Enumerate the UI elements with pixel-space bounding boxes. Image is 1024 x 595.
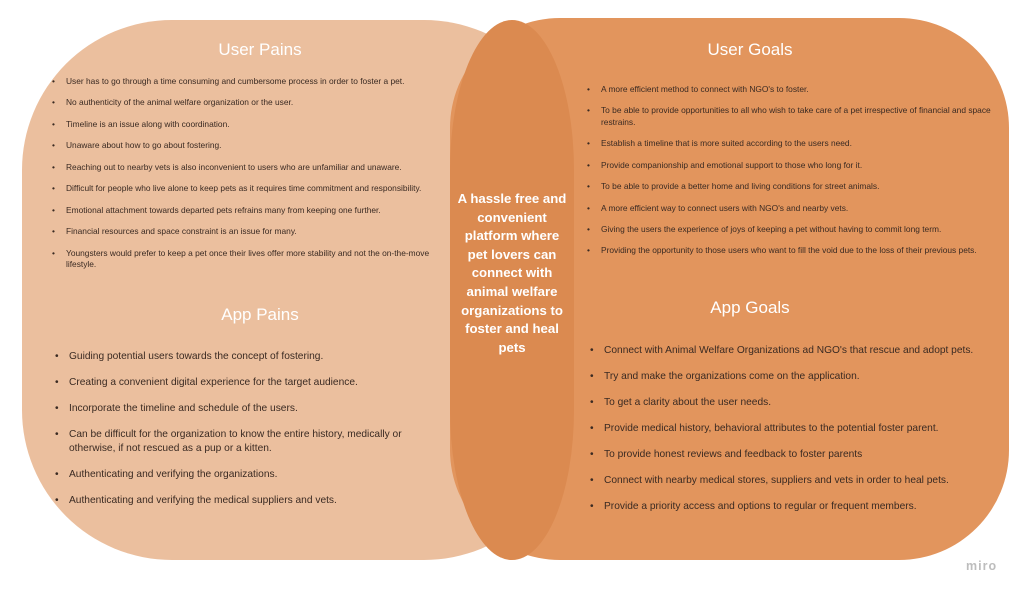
app-goals-item: • Try and make the organizations come on the application. — [590, 370, 975, 384]
app-goals-item: • Provide medical history, behavioral attributes to the potential foster parent. — [590, 422, 975, 436]
app-goals-item: • To provide honest reviews and feedback to foster parents — [590, 448, 975, 462]
user-goals-item: • A more efficient way to connect users with NGO's and nearby vets. — [587, 203, 997, 214]
app-goals-list — [590, 344, 975, 526]
center-statement: A hassle free and convenient platform where pet lovers can connect with animal welfare organizations to foster and heal pets — [457, 191, 567, 355]
app-pains-item: • Creating a convenient digital experience for the target audience. — [55, 376, 435, 390]
app-pains-item: • Guiding potential users towards the concept of fostering. — [55, 350, 435, 364]
user-goals-item: • Giving the users the experience of joys of keeping a pet without having to commit long term. — [587, 224, 997, 235]
user-goals-item: • Establish a timeline that is more suited according to the users need. — [587, 138, 997, 149]
user-goals-item: • To be able to provide a better home and living conditions for street animals. — [587, 181, 997, 192]
app-goals-item: • To get a clarity about the user needs. — [590, 396, 975, 410]
user-pains-item: • Reaching out to nearby vets is also inconvenient to users who are unfamiliar and unaware. — [52, 162, 452, 173]
user-goals-item: • To be able to provide opportunities to all who wish to take care of a pet irrespective of financial and space restrains. — [587, 105, 997, 128]
app-goals-title: App Goals — [710, 298, 790, 317]
user-goals-item: • Provide companionship and emotional support to those who long for it. — [587, 160, 997, 171]
user-pains-item: • Emotional attachment towards departed pets refrains many from keeping one further. — [52, 205, 452, 216]
user-pains-item: • Financial resources and space constraint is an issue for many. — [52, 226, 452, 237]
user-pains-list — [52, 76, 452, 280]
app-pains-item: • Incorporate the timeline and schedule of the users. — [55, 402, 435, 416]
user-pains-item: • No authenticity of the animal welfare organization or the user. — [52, 97, 452, 108]
app-pains-item: • Authenticating and verifying the medical suppliers and vets. — [55, 494, 435, 508]
user-pains-item: • Youngsters would prefer to keep a pet once their lives offer more stability and not the on-the-move lifestyle. — [52, 248, 452, 271]
user-goals-title: User Goals — [707, 40, 793, 59]
app-pains-item: • Can be difficult for the organization to know the entire history, medically or otherwise, if not rescued as a pup or a kitten. — [55, 428, 435, 456]
app-goals-item: • Provide a priority access and options to regular or frequent members. — [590, 500, 975, 514]
miro-logo: miro — [966, 559, 998, 573]
user-goals-list — [587, 84, 997, 267]
user-pains-item: • Difficult for people who live alone to keep pets as it requires time commitment and responsibility. — [52, 183, 452, 194]
app-pains-item: • Authenticating and verifying the organizations. — [55, 468, 435, 482]
app-goals-item: • Connect with nearby medical stores, suppliers and vets in order to heal pets. — [590, 474, 975, 488]
user-pains-title: User Pains — [218, 40, 302, 59]
user-pains-item: • User has to go through a time consuming and cumbersome process in order to foster a pet. — [52, 76, 452, 87]
user-pains-item: • Timeline is an issue along with coordination. — [52, 119, 452, 130]
app-goals-item: • Connect with Animal Welfare Organizations ad NGO's that rescue and adopt pets. — [590, 344, 975, 358]
user-goals-item: • Providing the opportunity to those users who want to fill the void due to the loss of their previous pets. — [587, 245, 997, 256]
app-pains-list — [55, 350, 435, 519]
app-pains-title: App Pains — [221, 305, 299, 324]
user-pains-item: • Unaware about how to go about fostering. — [52, 140, 452, 151]
user-goals-item: • A more efficient method to connect with NGO's to foster. — [587, 84, 997, 95]
